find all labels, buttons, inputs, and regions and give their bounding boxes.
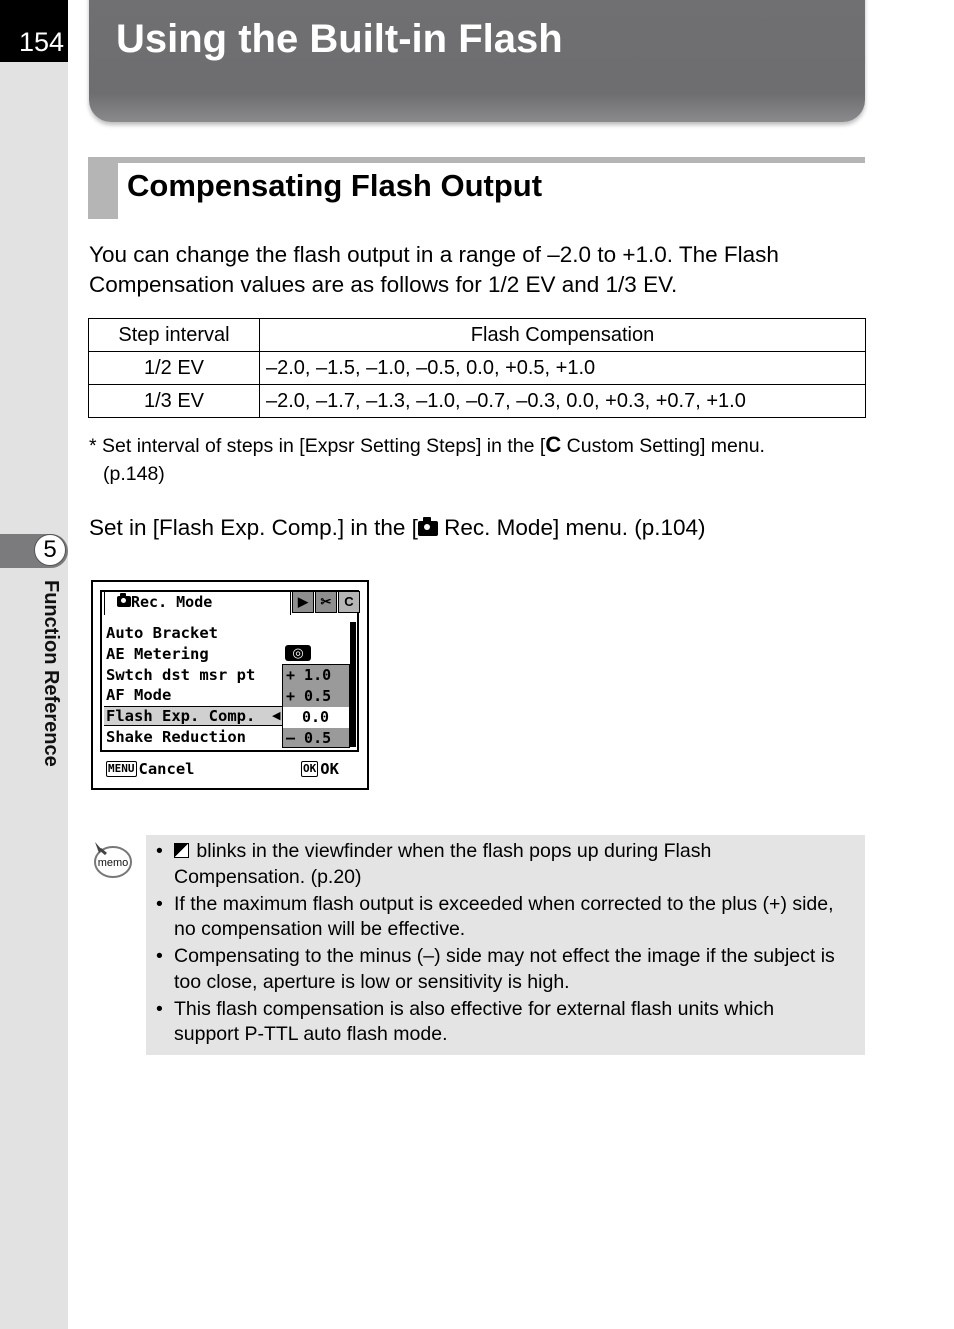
lcd-ok-hint xyxy=(301,760,339,778)
section-title: Compensating Flash Output xyxy=(127,168,543,203)
chapter-number: 5 xyxy=(34,534,66,566)
memo-item-line-1: • Compensating to the minus (–) side may not effect the image if the subject is xyxy=(174,945,835,967)
memo-item-line-1: • This flash compensation is also effective for external flash units which xyxy=(174,997,775,1020)
memo-list xyxy=(156,839,858,1049)
table-row xyxy=(89,385,866,418)
section-marker xyxy=(88,157,118,219)
table-row xyxy=(89,352,866,385)
memo-item-line-2: too close, aperture is low or sensitivity is high. xyxy=(174,970,570,993)
footnote-text-before: * Set interval of steps in [Expsr Setting Steps] in the [ xyxy=(89,435,546,457)
metering-icon: ◎ xyxy=(285,645,311,661)
footnote-text-after: Custom Setting] menu. xyxy=(561,435,765,457)
lcd-menu-items xyxy=(106,623,255,748)
lcd-ok-label: OK xyxy=(320,760,339,778)
memo-item-line-2: support P-TTL auto flash mode. xyxy=(174,1023,448,1045)
compensation-table xyxy=(88,318,866,418)
memo-icon-label: memo xyxy=(97,857,129,869)
table-cell-step: 1/3 EV xyxy=(89,385,260,418)
lcd-value-selected: 0.0 xyxy=(283,707,349,728)
set-in-text xyxy=(89,515,706,541)
custom-icon: C xyxy=(338,591,360,613)
section-rule xyxy=(88,157,865,163)
lcd-value: + 0.5 xyxy=(286,687,332,705)
memo-item xyxy=(156,839,858,890)
ok-key-icon: OK xyxy=(303,762,317,775)
intro-paragraph xyxy=(89,240,859,300)
camera-icon xyxy=(418,521,438,536)
memo-item-line-1: • If the maximum flash output is exceeded when corrected to the plus (+) side, xyxy=(174,892,834,915)
lcd-menu-item: Auto Bracket xyxy=(106,624,218,642)
chapter-label: Function Reference xyxy=(40,580,62,767)
table-header: Flash Compensation xyxy=(260,319,866,352)
lcd-menu-item: Shake Reduction xyxy=(106,727,246,746)
lcd-menu-item: AE Metering xyxy=(106,644,209,663)
lcd-value-list xyxy=(282,664,350,748)
table-cell-step: 1/2 EV xyxy=(89,352,260,385)
flash-compensation-icon xyxy=(174,843,189,858)
page-number-block xyxy=(0,0,68,62)
memo-icon xyxy=(92,840,132,878)
table-cell-values: –2.0, –1.7, –1.3, –1.0, –0.7, –0.3, 0.0, +0.3, +0.7, +1.0 xyxy=(260,385,866,418)
custom-setting-icon: C xyxy=(545,432,562,457)
lcd-menu-item: Swtch dst msr pt xyxy=(106,665,256,684)
menu-key-icon: MENU xyxy=(108,762,135,775)
lcd-value: + 1.0 xyxy=(286,666,332,684)
table-header-row xyxy=(89,319,866,352)
lcd-menu-item-selected: Flash Exp. Comp. xyxy=(106,707,256,726)
setup-icon: ✂ xyxy=(315,591,337,613)
lcd-tab-icons xyxy=(292,591,361,613)
page-title: Using the Built-in Flash xyxy=(116,17,563,61)
lcd-tab-label: Rec. Mode xyxy=(131,593,213,611)
lcd-scrollbar xyxy=(350,622,356,747)
table-header: Step interval xyxy=(89,319,260,352)
lcd-tab-rec-mode xyxy=(117,593,212,611)
lcd-menu-item: AF Mode xyxy=(106,686,172,705)
intro-line-2: Compensation values are as follows for 1/2 EV and 1/3 EV. xyxy=(89,272,678,297)
playback-icon: ▶ xyxy=(292,591,314,613)
memo-item-line-1: blinks in the viewfinder when the flash pops up during Flash xyxy=(191,840,712,862)
memo-item xyxy=(156,892,858,943)
memo-item-line-2: Compensation. (p.20) xyxy=(174,865,362,888)
table-cell-values: –2.0, –1.5, –1.0, –0.5, 0.0, +0.5, +1.0 xyxy=(260,352,866,385)
left-arrow-icon: ◀ xyxy=(272,710,281,722)
lcd-cancel-label: Cancel xyxy=(138,760,195,778)
memo-item xyxy=(156,944,858,995)
set-in-before: Set in [Flash Exp. Comp.] in the [ xyxy=(89,515,418,540)
lcd-cancel-hint xyxy=(106,760,195,778)
memo-item-line-2: no compensation will be effective. xyxy=(174,918,466,940)
camera-icon xyxy=(117,596,131,607)
page-number: 154 xyxy=(19,27,65,57)
memo-item xyxy=(156,997,858,1048)
set-in-after: Rec. Mode] menu. (p.104) xyxy=(437,515,706,540)
footnote xyxy=(89,431,879,488)
intro-line-1: You can change the flash output in a range of –2.0 to +1.0. The Flash xyxy=(89,242,779,267)
footnote-line-2: (p.148) xyxy=(103,463,165,485)
lcd-value: – 0.5 xyxy=(286,729,332,747)
